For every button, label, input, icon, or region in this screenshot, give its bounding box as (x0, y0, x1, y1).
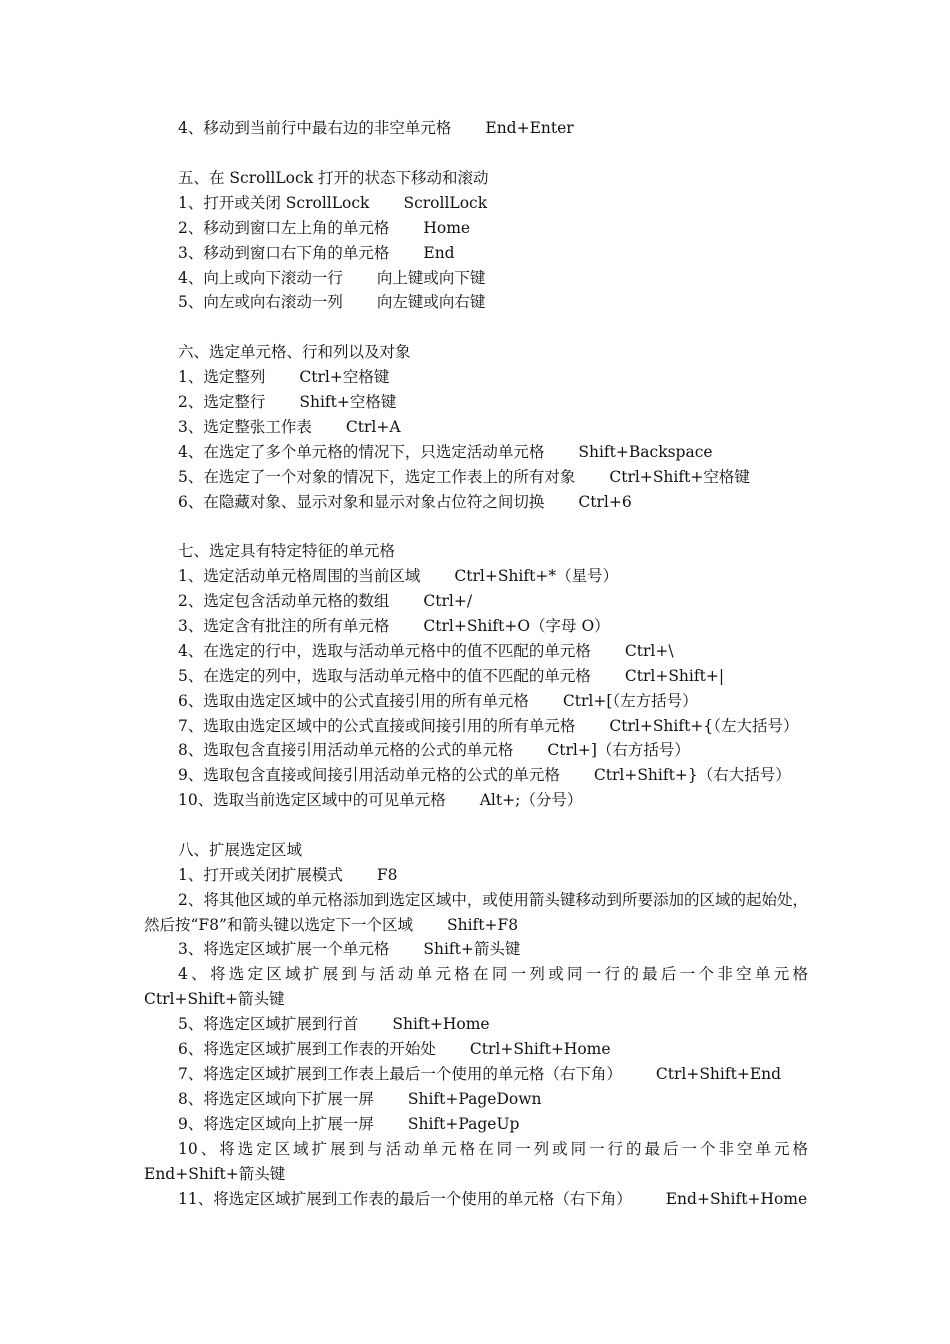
shortcut-line: 4、在选定的行中，选取与活动单元格中的值不匹配的单元格 Ctrl+\ (178, 642, 674, 660)
shortcut-line: 2、移动到窗口左上角的单元格 Home (178, 219, 471, 237)
shortcut-line: 8、将选定区域向下扩展一屏 Shift+PageDown (178, 1090, 542, 1108)
section-heading: 六、选定单元格、行和列以及对象 (178, 343, 411, 361)
shortcut-line: 11、将选定区域扩展到工作表的最后一个使用的单元格（右下角） End+Shift+Home (178, 1190, 808, 1208)
shortcut-line: 3、选定含有批注的所有单元格 Ctrl+Shift+O（字母 O） (178, 617, 610, 635)
shortcut-line: 7、将选定区域扩展到工作表上最后一个使用的单元格（右下角） Ctrl+Shift+End (178, 1065, 782, 1083)
shortcut-line: 3、将选定区域扩展一个单元格 Shift+箭头键 (178, 940, 521, 958)
shortcut-key: ScrollLock (403, 194, 488, 212)
shortcut-key: Shift+箭头键 (423, 940, 521, 958)
shortcut-key: Ctrl+Shift+空格键 (609, 468, 750, 486)
shortcut-key: Ctrl+Shift+End (655, 1065, 782, 1083)
shortcut-line: 3、移动到窗口右下角的单元格 End (178, 244, 455, 262)
shortcut-line: 1、选定整列 Ctrl+空格键 (178, 368, 390, 386)
shortcut-line: 7、选取由选定区域中的公式直接或间接引用的所有单元格 Ctrl+Shift+{（左大括号） (178, 717, 799, 735)
shortcut-line: 5、在选定了一个对象的情况下，选定工作表上的所有对象 Ctrl+Shift+空格键 (178, 468, 750, 486)
shortcut-key: Shift+F8 (446, 916, 519, 934)
shortcut-key: End+Enter (485, 119, 574, 137)
shortcut-key: Home (423, 219, 471, 237)
shortcut-key: End (423, 244, 455, 262)
shortcut-paragraph: 2、将其他区域的单元格添加到选定区域中，或使用箭头键移动到所要添加的区域的起始处，然后按“F8”和箭头键以选定下一个区域 Shift+F8 (144, 891, 808, 934)
section-heading: 八、扩展选定区域 (178, 841, 303, 859)
shortcut-key: Shift+Backspace (578, 443, 713, 461)
shortcut-line: 2、选定整行 Shift+空格键 (178, 393, 397, 411)
shortcut-key: Ctrl+6 (578, 493, 632, 511)
shortcut-key: Ctrl+A (345, 418, 401, 436)
shortcut-line: 6、选取由选定区域中的公式直接引用的所有单元格 Ctrl+[（左方括号） (178, 692, 698, 710)
shortcut-line: 9、将选定区域向上扩展一屏 Shift+PageUp (178, 1115, 520, 1133)
shortcut-key: Ctrl+Shift+O（字母 O） (423, 617, 610, 635)
shortcut-key: Shift+PageUp (407, 1115, 520, 1133)
shortcut-line: 1、打开或关闭扩展模式 F8 (178, 866, 398, 884)
shortcut-line: 3、选定整张工作表 Ctrl+A (178, 418, 401, 436)
shortcut-key: Alt+;（分号） (479, 791, 583, 809)
shortcut-key: Ctrl+Shift+| (624, 667, 725, 685)
shortcut-key: Ctrl+Shift+Home (469, 1040, 611, 1058)
shortcut-key: F8 (376, 866, 398, 884)
shortcut-key: Shift+Home (392, 1015, 490, 1033)
shortcut-line: 5、向左或向右滚动一列 向左键或向右键 (178, 293, 486, 311)
shortcut-paragraph: 4、将选定区域扩展到与活动单元格在同一列或同一行的最后一个非空单元格 Ctrl+Shift+箭头键 (144, 965, 808, 1008)
shortcut-key: Ctrl+[（左方括号） (562, 692, 698, 710)
shortcut-key: Ctrl+Shift+}（右大括号） (593, 766, 791, 784)
shortcut-line: 1、选定活动单元格周围的当前区域 Ctrl+Shift+*（星号） (178, 567, 619, 585)
shortcut-key: 向上键或向下键 (376, 269, 486, 287)
shortcut-key: End+Shift+Home (665, 1190, 808, 1208)
shortcut-line: 4、移动到当前行中最右边的非空单元格 End+Enter (178, 119, 574, 137)
shortcut-line: 9、选取包含直接或间接引用活动单元格的公式的单元格 Ctrl+Shift+}（右大括号） (178, 766, 791, 784)
shortcut-line: 5、在选定的列中，选取与活动单元格中的值不匹配的单元格 Ctrl+Shift+| (178, 667, 725, 685)
shortcut-line: 4、向上或向下滚动一行 向上键或向下键 (178, 269, 486, 287)
shortcut-key: Ctrl+Shift+箭头键 (144, 990, 285, 1008)
shortcut-line: 8、选取包含直接引用活动单元格的公式的单元格 Ctrl+]（右方括号） (178, 741, 690, 759)
section-heading: 五、在 ScrollLock 打开的状态下移动和滚动 (178, 169, 489, 187)
shortcut-key: Ctrl+Shift+*（星号） (454, 567, 619, 585)
shortcut-key: Shift+空格键 (299, 393, 397, 411)
shortcut-line: 2、选定包含活动单元格的数组 Ctrl+/ (178, 592, 473, 610)
shortcut-key: Ctrl+\ (624, 642, 674, 660)
shortcut-key: End+Shift+箭头键 (144, 1165, 286, 1183)
section-heading: 七、选定具有特定特征的单元格 (178, 542, 396, 560)
shortcut-key: Ctrl+空格键 (299, 368, 390, 386)
shortcut-line: 10、选取当前选定区域中的可见单元格 Alt+;（分号） (178, 791, 583, 809)
shortcut-line: 6、将选定区域扩展到工作表的开始处 Ctrl+Shift+Home (178, 1040, 611, 1058)
shortcut-key: Ctrl+Shift+{（左大括号） (609, 717, 799, 735)
shortcut-key: 向左键或向右键 (376, 293, 486, 311)
shortcut-line: 1、打开或关闭 ScrollLock ScrollLock (178, 194, 488, 212)
shortcut-line: 6、在隐藏对象、显示对象和显示对象占位符之间切换 Ctrl+6 (178, 493, 632, 511)
shortcut-paragraph: 10、将选定区域扩展到与活动单元格在同一列或同一行的最后一个非空单元格 End+Shift+箭头键 (144, 1140, 808, 1183)
shortcut-key: Shift+PageDown (407, 1090, 542, 1108)
shortcut-key: Ctrl+]（右方括号） (547, 741, 690, 759)
shortcut-line: 5、将选定区域扩展到行首 Shift+Home (178, 1015, 490, 1033)
shortcut-line: 4、在选定了多个单元格的情况下，只选定活动单元格 Shift+Backspace (178, 443, 713, 461)
shortcut-key: Ctrl+/ (423, 592, 473, 610)
